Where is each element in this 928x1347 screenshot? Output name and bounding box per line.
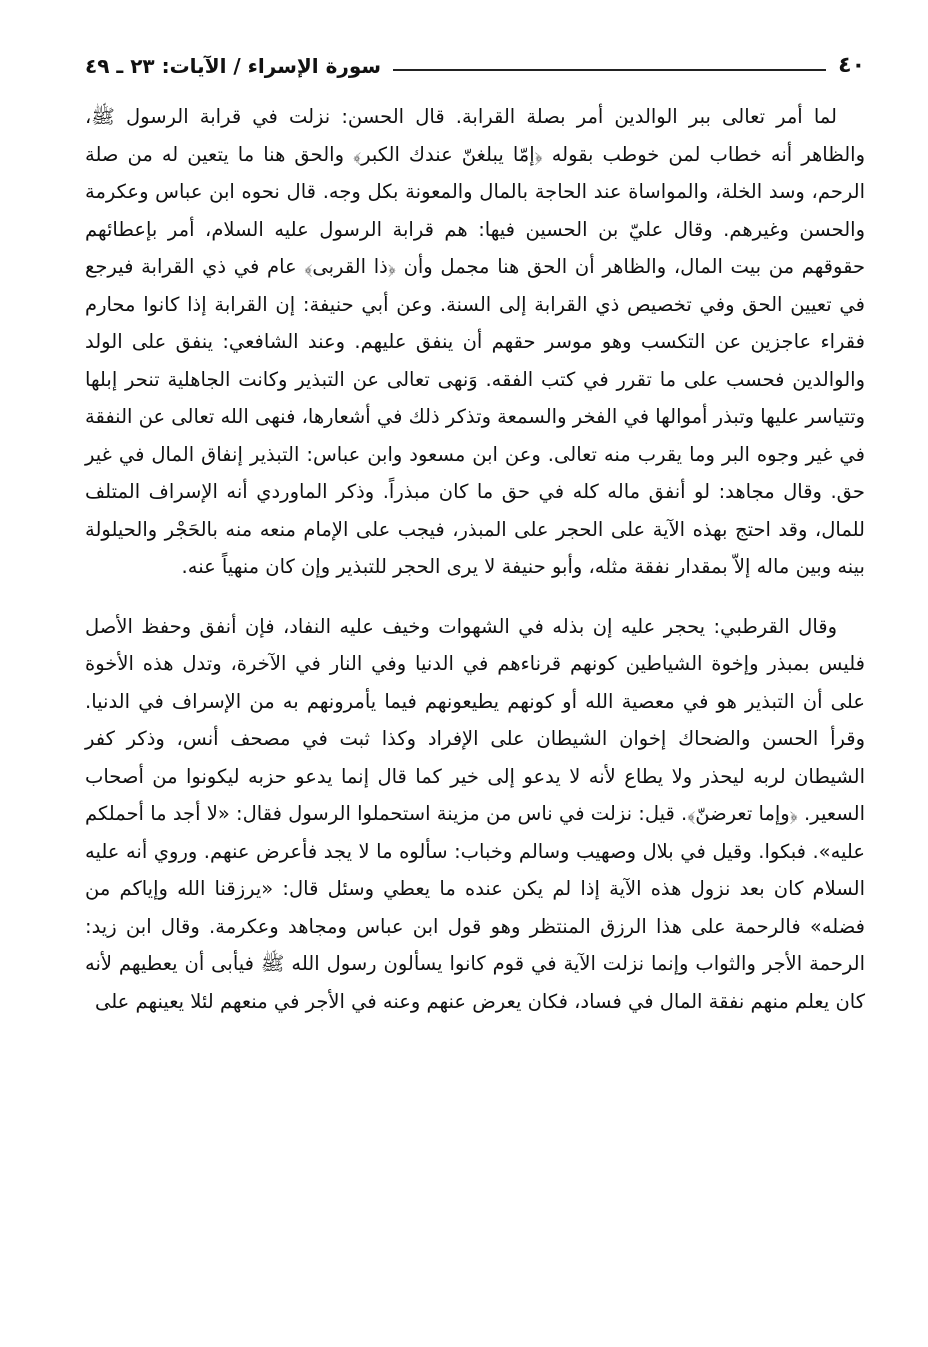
page-header [85,40,865,80]
page-number: ٤٠ [838,53,865,78]
paragraph-1: لما أمر تعالى ببر الوالدين أمر بصلة القرابة. قال الحسن: نزلت في قرابة الرسول ﷺ، والظاهر أنه خطاب لمن خوطب بقوله ﴿إمّا يبلغنّ عندك الكبر﴾ والحق هنا ما يتعين له من صلة الرحم، وسد الخلة، والمواساة عند الحاجة بالمال والمعونة بكل وجه. قال نحوه ابن عباس وعكرمة والحسن وغيرهم. وقال عليّ بن الحسين فيها: هم قرابة الرسول عليه السلام، أمر بإعطائهم حقوقهم من بيت المال، والظاهر أن الحق هنا مجمل وأن ﴿ذا القربى﴾ عام في ذي القرابة فيرجع في تعيين الحق وفي تخصيص ذي القرابة إلى السنة. وعن أبي حنيفة: إن القرابة إذا كانوا محارم فقراء عاجزين عن التكسب وهو موسر حقهم أن ينفق عليهم. وعند الشافعي: ينفق على الولد والوالدين فحسب على ما تقرر في كتب الفقه. وَنهى تعالى عن التبذير وكانت الجاهلية تنحر إبلها وتتياسر عليها وتبذر أموالها في الفخر والسمعة وتذكر ذلك في أشعارها، فنهى الله تعالى عن النفقة في غير وجوه البر وما يقرب منه تعالى. وعن ابن مسعود وابن عباس: التبذير إنفاق المال في غير حق. وقال مجاهد: لو أنفق ماله كله في حق ما كان مبذراً. وذكر الماوردي أنه الإسراف المتلف للمال، وقد احتج بهذه الآية على الحجر على المبذر، فيجب على الإمام منعه منه بالحَجْر والحيلولة بينه وبين ماله إلاّ بمقدار نفقة مثله، وأبو حنيفة لا يرى الحجر للتبذير وإن كان منهياً عنه. [85,105,865,578]
body-text [85,98,865,1020]
paragraph-2: وقال القرطبي: يحجر عليه إن بذله في الشهوات وخيف عليه النفاد، فإن أنفق وحفظ الأصل فليس بمبذر وإخوة الشياطين كونهم قرناءهم في الدنيا وفي النار في الآخرة، وتدل هذه الأخوة على أن التبذير هو في معصية الله أو كونهم يطيعونهم فيما يأمرونهم به من الإسراف في الدنيا. وقرأ الحسن والضحاك إخوان الشيطان على الإفراد وكذا ثبت في مصحف أنس، وذكر كفر الشيطان لربه ليحذر ولا يطاع لأنه لا يدعو إلى خير كما قال إنما يدعو حزبه ليكونوا من أصحاب السعير. ﴿وإما تعرضنّ﴾. قيل: نزلت في ناس من مزينة استحملوا الرسول فقال: «لا أجد ما أحملكم عليه». فبكوا. وقيل في بلال وصهيب وسالم وخباب: سألوه ما لا يجد فأعرض عنهم. وروي أنه عليه السلام كان بعد نزول هذه الآية إذا لم يكن عنده ما يعطي وسئل قال: «يرزقنا الله وإياكم من فضله» فالرحمة على هذا الرزق المنتظر وهو قول ابن عباس ومجاهد وعكرمة. وقال ابن زيد: الرحمة الأجر والثواب وإنما نزلت الآية في قوم كانوا يسألون رسول الله ﷺ فيأبى أن يعطيهم لأنه كان يعلم منهم نفقة المال في فساد، فكان يعرض عنهم وعنه في الأجر في منعهم لئلا يعينهم على [85,614,865,1013]
header-rule [393,69,826,71]
running-title: سورة الإسراء / الآيات: ٢٣ ـ ٤٩ [85,54,382,78]
page [85,40,865,1300]
